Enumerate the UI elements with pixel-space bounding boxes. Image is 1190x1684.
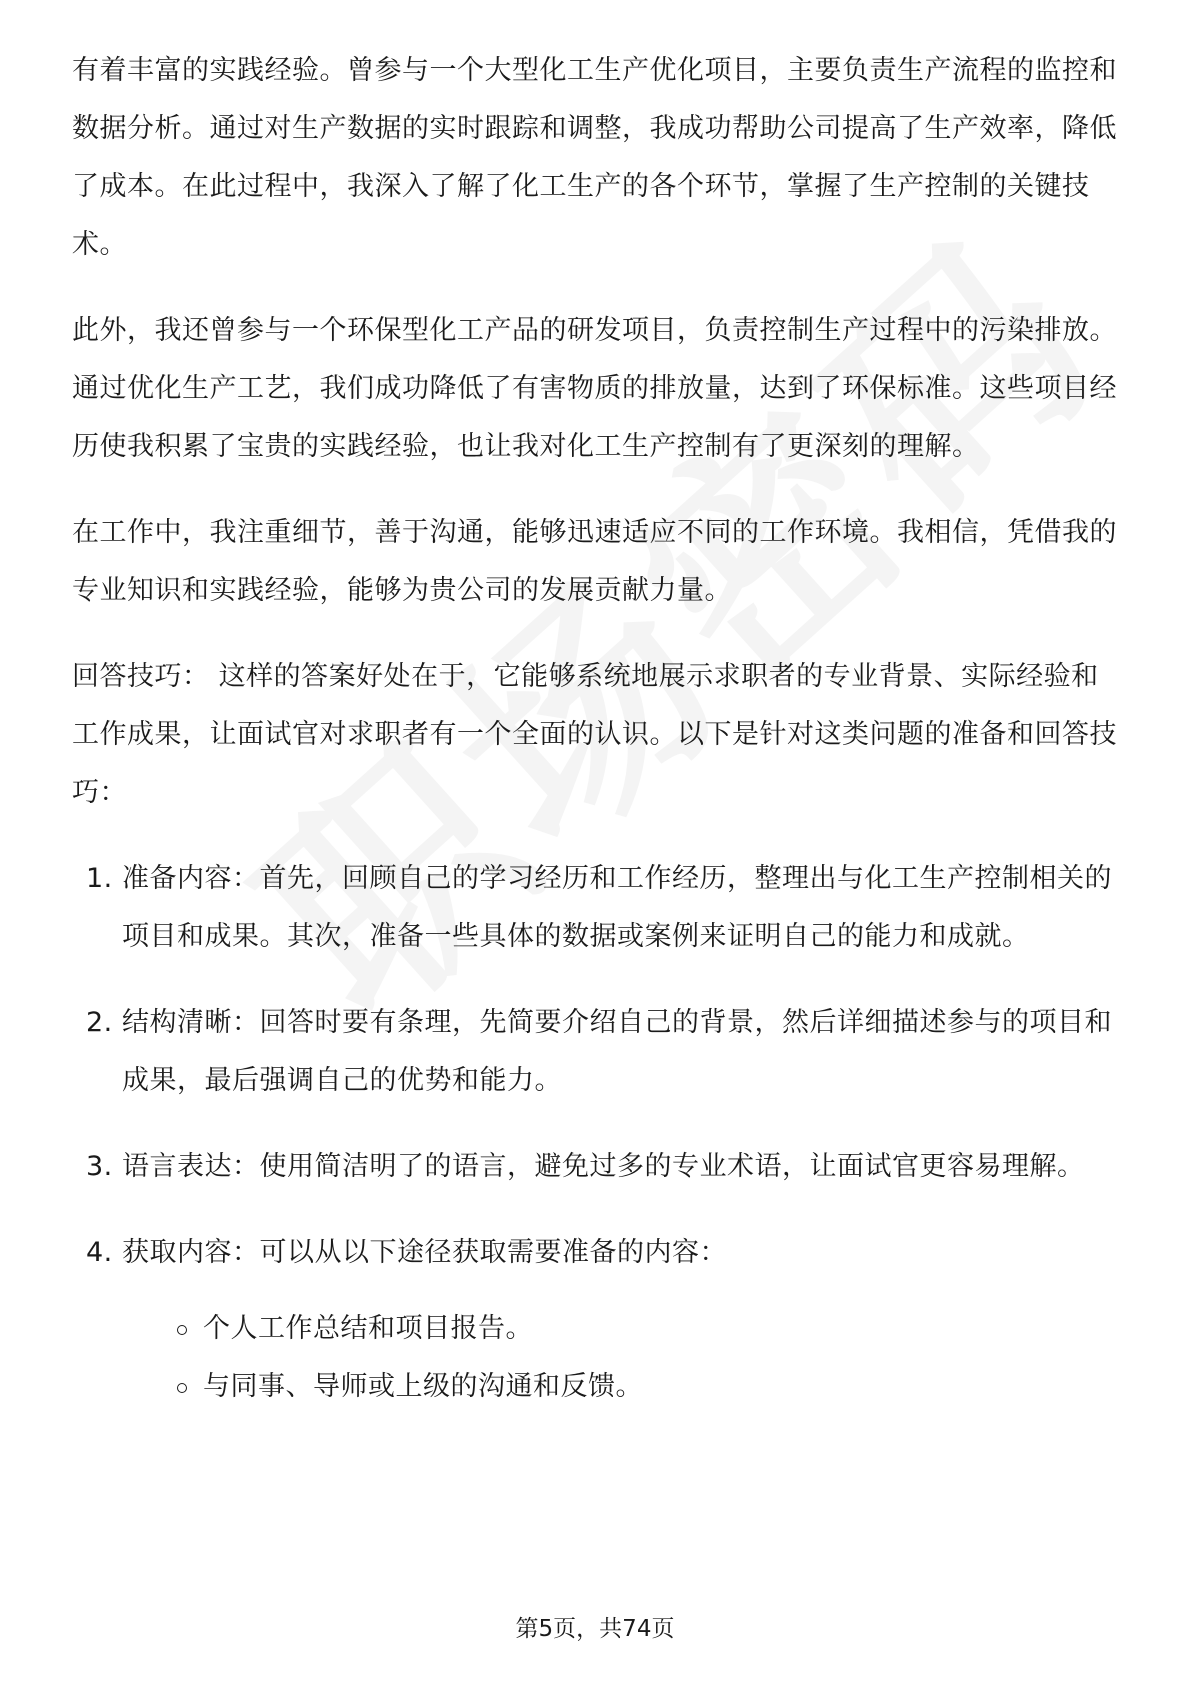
- page-footer: 第5页，共74页: [515, 1616, 675, 1642]
- paragraph: 在工作中，我注重细节，善于沟通，能够迅速适应不同的工作环境。我相信，凭借我的专业知识和实践经验，能够为贵公司的发展贡献力量。: [72, 517, 1117, 606]
- list-item-text: 准备内容：首先，回顾自己的学习经历和工作经历，整理出与化工生产控制相关的项目和成果。其次，准备一些具体的数据或案例来证明自己的能力和成就。: [122, 863, 1112, 952]
- page-content: [72, 42, 1122, 1416]
- list-item: [72, 994, 1122, 1110]
- circle-bullet-icon: [177, 1383, 187, 1393]
- paragraph: 有着丰富的实践经验。曾参与一个大型化工生产优化项目，主要负责生产流程的监控和数据分析。通过对生产数据的实时跟踪和调整，我成功帮助公司提高了生产效率，降低了成本。在此过程中，我深入了解了化工生产的各个环节，掌握了生产控制的关键技术。: [72, 55, 1117, 260]
- list-item-text: 获取内容：可以从以下途径获取需要准备的内容：: [122, 1237, 727, 1268]
- list-item: [177, 1358, 1122, 1416]
- list-number: 4.: [86, 1237, 113, 1268]
- list-item: [72, 850, 1122, 966]
- list-item-text: 结构清晰：回答时要有条理，先简要介绍自己的背景，然后详细描述参与的项目和成果，最后强调自己的优势和能力。: [122, 1007, 1112, 1096]
- list-item: [72, 1224, 1122, 1282]
- answer-tips-intro: 回答技巧： 这样的答案好处在于，它能够系统地展示求职者的专业背景、实际经验和工作成果，让面试官对求职者有一个全面的认识。以下是针对这类问题的准备和回答技巧：: [72, 661, 1117, 808]
- list-number: 3.: [86, 1151, 113, 1182]
- list-item-text: 个人工作总结和项目报告。: [203, 1313, 533, 1344]
- list-item-text: 语言表达：使用简洁明了的语言，避免过多的专业术语，让面试官更容易理解。: [122, 1151, 1085, 1182]
- list-item: [177, 1300, 1122, 1358]
- list-number: 1.: [86, 863, 113, 894]
- tips-list: [72, 850, 1122, 1282]
- list-item-text: 与同事、导师或上级的沟通和反馈。: [203, 1371, 643, 1402]
- sources-list: [72, 1300, 1122, 1416]
- paragraph: 此外，我还曾参与一个环保型化工产品的研发项目，负责控制生产过程中的污染排放。通过优化生产工艺，我们成功降低了有害物质的排放量，达到了环保标准。这些项目经历使我积累了宝贵的实践经验，也让我对化工生产控制有了更深刻的理解。: [72, 315, 1117, 462]
- list-number: 2.: [86, 1007, 113, 1038]
- circle-bullet-icon: [177, 1325, 187, 1335]
- list-item: [72, 1138, 1122, 1196]
